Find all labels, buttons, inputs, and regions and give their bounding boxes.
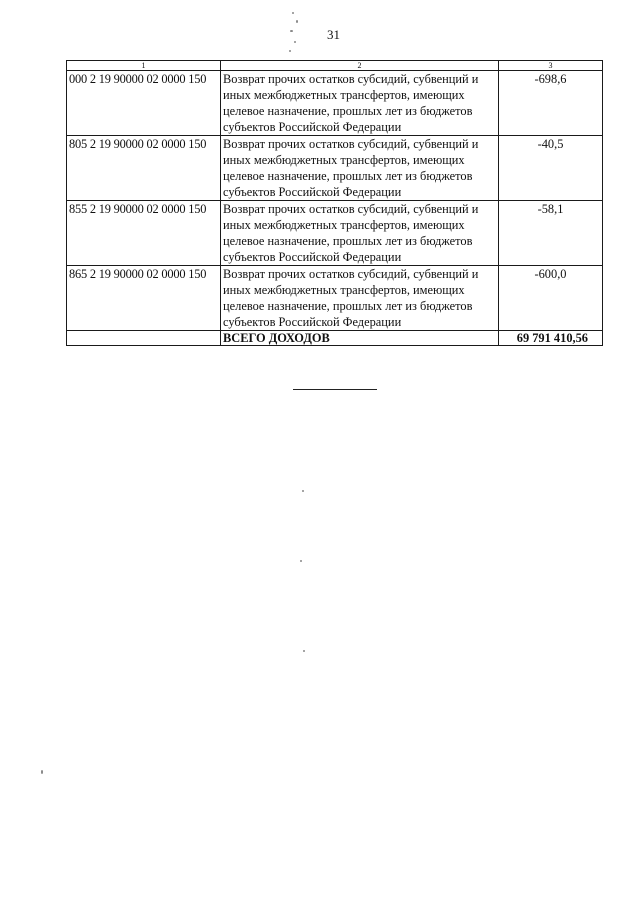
budget-code-cell: 805 2 19 90000 02 0000 150 xyxy=(67,136,221,201)
revenue-table xyxy=(66,60,603,346)
column-header-3: 3 xyxy=(499,61,603,71)
table-header-row xyxy=(67,61,603,71)
amount-cell: -698,6 xyxy=(499,71,603,136)
scan-artifact xyxy=(300,560,302,562)
scan-artifact xyxy=(294,41,296,43)
budget-code-cell: 865 2 19 90000 02 0000 150 xyxy=(67,266,221,331)
amount-cell: -58,1 xyxy=(499,201,603,266)
scan-artifact xyxy=(290,30,293,32)
table-row xyxy=(67,201,603,266)
table-row xyxy=(67,136,603,201)
column-header-2: 2 xyxy=(221,61,499,71)
scan-artifact xyxy=(296,20,298,23)
table-row xyxy=(67,71,603,136)
amount-cell: -600,0 xyxy=(499,266,603,331)
description-cell: Возврат прочих остатков субсидий, субвенций и иных межбюджетных трансфертов, имеющих целевое назначение, прошлых лет из бюджетов субъектов Российской Федерации xyxy=(221,266,499,331)
scan-artifact xyxy=(303,650,305,652)
page-number: 31 xyxy=(327,27,340,42)
total-row xyxy=(67,331,603,346)
amount-cell: -40,5 xyxy=(499,136,603,201)
scan-artifact xyxy=(41,770,43,774)
description-cell: Возврат прочих остатков субсидий, субвенций и иных межбюджетных трансфертов, имеющих целевое назначение, прошлых лет из бюджетов субъектов Российской Федерации xyxy=(221,201,499,266)
scan-artifact xyxy=(289,50,291,52)
budget-code-cell: 000 2 19 90000 02 0000 150 xyxy=(67,71,221,136)
total-code-cell xyxy=(67,331,221,346)
column-header-1: 1 xyxy=(67,61,221,71)
scan-artifact xyxy=(302,490,304,492)
description-cell: Возврат прочих остатков субсидий, субвенций и иных межбюджетных трансфертов, имеющих целевое назначение, прошлых лет из бюджетов субъектов Российской Федерации xyxy=(221,136,499,201)
budget-code-cell: 855 2 19 90000 02 0000 150 xyxy=(67,201,221,266)
total-label: ВСЕГО ДОХОДОВ xyxy=(221,331,499,346)
description-cell: Возврат прочих остатков субсидий, субвенций и иных межбюджетных трансфертов, имеющих целевое назначение, прошлых лет из бюджетов субъектов Российской Федерации xyxy=(221,71,499,136)
table-row xyxy=(67,266,603,331)
total-amount: 69 791 410,56 xyxy=(499,331,603,346)
scan-artifact xyxy=(292,12,294,14)
end-of-document-rule xyxy=(293,389,377,390)
